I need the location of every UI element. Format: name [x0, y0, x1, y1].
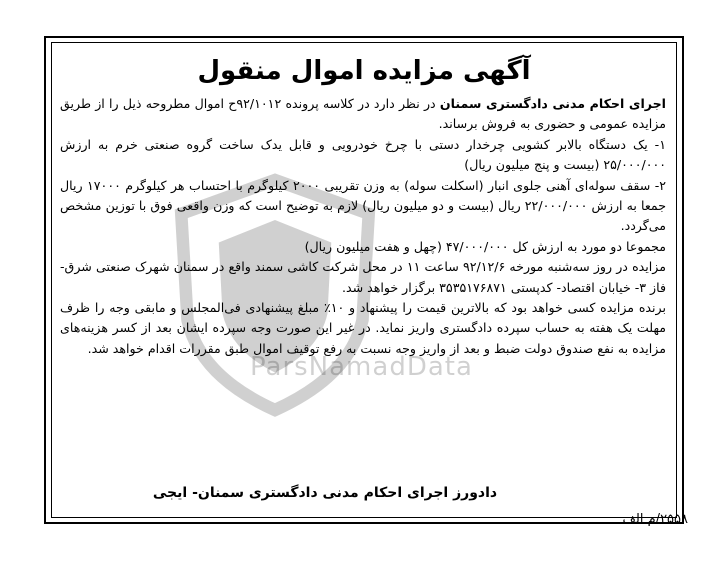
total-value: مجموعا دو مورد به ارزش کل ۴۷/۰۰۰/۰۰۰ (چهل و هفت میلیون ریال) [304, 238, 666, 254]
auction-info: مزایده در روز سه‌شنبه مورخه ۹۲/۱۲/۶ ساعت ۱۱ در محل شرکت کاشی سمند واقع در سمنان شهرک صنعتی شرق- فاز ۳- خیابان اقتصاد- کدپستی ۳۵۳۵۱۷۶۸۷۱ برگزار خواهد شد. [60, 259, 666, 295]
winner-terms: برنده مزایده کسی خواهد بود که بالاترین قیمت را پیشنهاد و ۱۰٪ مبلغ پیشنهادی فی‌المجلس و مابقی وجه را ظرف مهلت یک هفته به حساب سپرده دادگستری واریز نماید. در غیر این صورت وجه سپرده ایشان بعد از کسر هزینه‌های مزایده به نفع صندوق دولت ضبط و بعد از واریز وجه نسبت به رفع توقیف اموال طبق مقررات اقدام خواهد شد. [60, 300, 666, 356]
intro-lead: اجرای احکام مدنی دادگستری سمنان [439, 96, 667, 111]
reference-code: ۲۵۵۸/م الف [622, 512, 688, 527]
watermark-text: ParsNamadData [250, 352, 473, 382]
item-2: ۲- سقف سوله‌ای آهنی جلوی انبار (اسکلت سوله) به وزن تقریبی ۲۰۰۰ کیلوگرم با احتساب هر کیلوگرم ۱۷۰۰۰ ریال جمعا به ارزش ۲۲/۰۰۰/۰۰۰ ریال (بیست و دو میلیون ریال) لازم به توضیح است که وزن واقعی فوق با توزین مشخص می‌گردد. [60, 177, 667, 234]
intro-rest: در نظر دارد در کلاسه پرونده ۹۲/۱۰۱۲ح اموال مطروحه ذیل را از طریق مزایده عمومی و حضوری به فروش برساند. [60, 96, 666, 132]
intro-paragraph [60, 94, 666, 135]
item-1: ۱- یک دستگاه بالابر کشویی چرخدار دستی با چرخ خودرویی و قابل یدک ساخت گروه صنعتی خرم به ارزش ۲۵/۰۰۰/۰۰۰ (بیست و پنج میلیون ریال) [60, 136, 666, 173]
notice-body [60, 94, 666, 359]
signature: دادورز اجرای احکام مدنی دادگستری سمنان- ایجی [152, 485, 498, 501]
notice-title: آگهی مزایده اموال منقول [197, 56, 531, 86]
